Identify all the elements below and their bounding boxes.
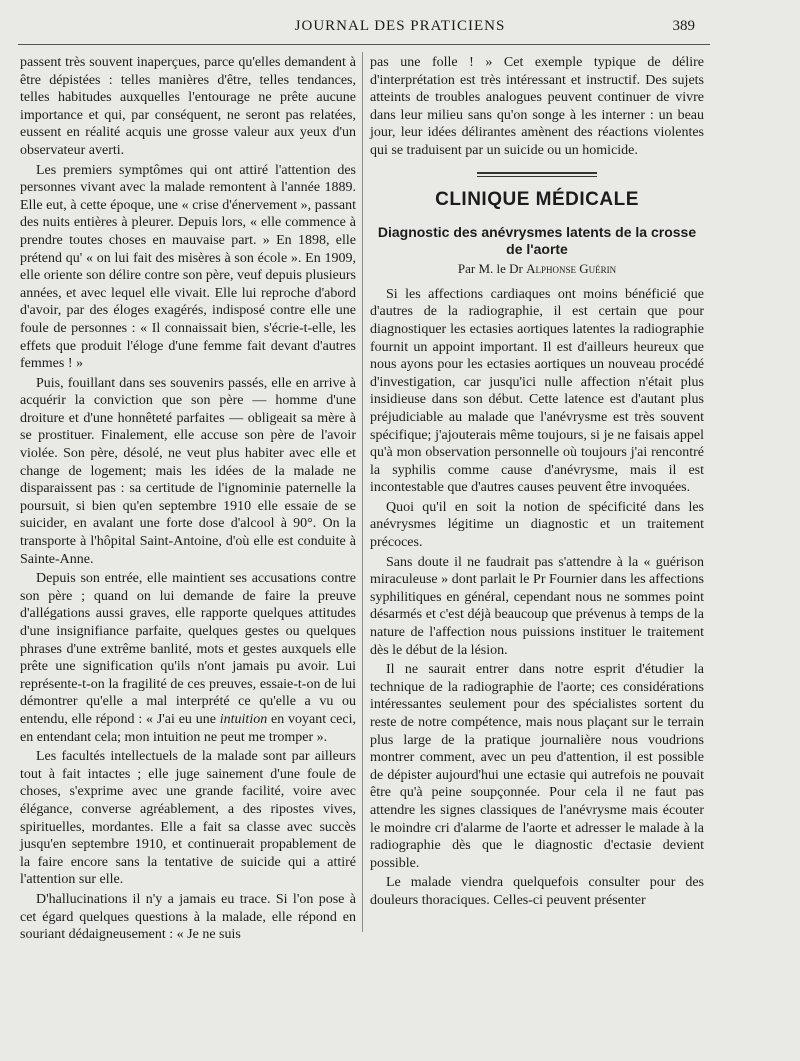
- paragraph: Quoi qu'il en soit la notion de spécificité dans les anévrysmes légitime un diagnostic et un traitement précoces.: [370, 499, 704, 551]
- byline: [370, 260, 704, 278]
- paragraph: pas une folle ! » Cet exemple typique de délire d'interprétation est très intéressant et instructif. Des sujets atteints de troubles analogues peuvent continuer de vivre dans leur milieu sans qu'on songe à les interner : un beau jour, leur idées délirantes amènent des réactions violentes qui se traduisent par un suicide ou un homicide.: [370, 55, 704, 158]
- left-column: [20, 54, 356, 944]
- paragraph: Les facultés intellectuels de la malade sont par ailleurs tout à fait intactes ; elle juge sainement d'une foule de choses, s'exprime avec une grande facilité, voire avec élégance, converse agréablement, a des ripostes vives, spirituelles, mordantes. Elle a fait sa classe avec succès jusqu'en septembre 1910, et continuerait propablement de la faire encore sans la tentative de suicide qui a attiré l'attention sur elle.: [20, 749, 356, 888]
- emphasis-text: intuition: [219, 711, 268, 727]
- page-number: 389: [672, 18, 695, 34]
- paragraph: Si les affections cardiaques ont moins bénéficié que d'autres de la radiographie, il est certain que pour diagnostiquer les ectasies aortiques latentes la radiographie fournit un appoint important. Il est d'ailleurs heureux que nous ayons pour les ectasies aortiques un nouveau procédé d'investigation, car jusqu'ici nulle affection n'était plus insidieuse dans son début. Cette latence est d'autant plus préjudiciable au malade que l'anévrysme est très souvent spécifique; j'ajouterais même toujours, si je ne faisais appel qu'à mon observation personnelle où toujours j'ai rencontré la syphilis comme cause d'anévrysme, mais il est incontestable que d'autres causes peuvent être invoquées.: [370, 286, 704, 496]
- header-rule: [18, 44, 710, 45]
- paragraph: D'hallucinations il n'y a jamais eu trace. Si l'on pose à cet égard quelques questions à la malade, elle répond en souriant dédaigneusement : « Je ne suis: [20, 891, 356, 943]
- paragraph: passent très souvent inaperçues, parce qu'elles demandent à être dépistées : telles manières d'être, telles tendances, telles habitudes auxquelles l'entourage ne prête aucune importance et qui, par conséquent, ne seront pas relatées, eussent en réalité acquis une grosse valeur aux yeux d'un observateur averti.: [20, 55, 356, 158]
- right-column: [370, 54, 704, 910]
- byline-author: Alphonse Guérin: [526, 261, 617, 277]
- running-head: [0, 18, 800, 40]
- paragraph: [20, 570, 356, 746]
- paragraph: Sans doute il ne faudrait pas s'attendre à la « guérison miraculeuse » dont parlait le Pr Fournier dans les affections syphilitiques en général, cependant nous ne sommes point désarmés et c'est déjà beaucoup que prévenus à temps de la nature de l'affection nous puissions instituer le traitement dès le début de la lésion.: [370, 554, 704, 658]
- paragraph: Puis, fouillant dans ses souvenirs passés, elle en arrive à acquérir la conviction que son père — homme d'une droiture et d'une honnêteté parfaites — obligeait sa mère à se prostituer. Finalement, elle accuse son père de l'avoir violée. Son père, désolé, ne veut plus habiter avec elle et change de logement; mais les idées de la malade ne disparaissent pas : sa certitude de l'ignominie paternelle la poursuit, si bien qu'en septembre 1910 elle essaie de se suicider, en avalant une forte dose d'alcool à 90°. On la transporte à l'hôpital Saint-Antoine, d'où elle est conduite à Sainte-Anne.: [20, 375, 356, 567]
- running-title: JOURNAL DES PRATICIENS: [294, 18, 506, 34]
- paragraph: Il ne saurait entrer dans notre esprit d'étudier la technique de la radiographie de l'aorte; ces considérations intéressantes seulement pour des spécialistes sortent du reste de notre compétence, mais nous plaçant sur le terrain plus large de la pratique journalière nous voudrions montrer comment, avec un peu d'attention, il est possible de dépister aujourd'hui une ectasie qui autrefois ne pouvait être qu'à peine soupçonnée. Pour cela il ne faut pas attendre les signes classiques de l'anévrysme mais écouter le moindre cri d'alarme de l'aorte et adresser le malade à la radiographie dès que le diagnostic d'ectasie devient possible.: [370, 662, 704, 871]
- byline-prefix: Par M. le Dr: [457, 261, 523, 277]
- paragraph: Le malade viendra quelquefois consulter pour des douleurs thoraciques. Celles-ci peuvent présenter: [370, 875, 704, 908]
- section-rule: [477, 172, 597, 177]
- paragraph-text-after: en voyant ceci, en entendant cela; mon intuition ne peut me tromper ».: [20, 711, 356, 745]
- section-title: CLINIQUE MÉDICALE: [435, 188, 639, 210]
- column-divider: [362, 52, 363, 932]
- article-title: Diagnostic des anévrysmes latents de la crosse de l'aorte: [377, 224, 697, 258]
- paragraph-text: Depuis son entrée, elle maintient ses accusations contre son père ; quand on lui demande de faire la preuve d'allégations aussi graves, elle rapporte quelques attitudes d'une insignifiance parfaite, quelques gestes ou quelques phrases d'une extrême banlité, mots et gestes auxquels elle prête une signification qu'ils n'ont jamais pu avoir. Lui représente-t-on la fragilité de ces preuves, essaie-t-on de lui démontrer qu'elle a mal interprété ce qu'elle a vu ou entendu, elle répond : « J'ai eu une: [20, 571, 356, 727]
- paragraph: Les premiers symptômes qui ont attiré l'attention des personnes vivant avec la malade remontent à l'année 1889. Elle eut, à cette époque, une « crise d'énervement », passant des nuits entières à pleurer. Depuis lors, « elle commence à prendre toutes choses en mauvaise part. » En 1898, elle prétend qu' « on lui fait des misères à son école ». En 1909, elle oriente son délire contre son père, veuf depuis plusieurs années, et avec lequel elle vivait. Elle lui reproche d'abord d'avoir, par des éloges exagérés, indisposé contre elle une foule de personnes : « Il connaissait bien, s'écrie-t-elle, les effets que produit l'éloge d'une femme fait devant d'autres femmes ! »: [20, 162, 356, 372]
